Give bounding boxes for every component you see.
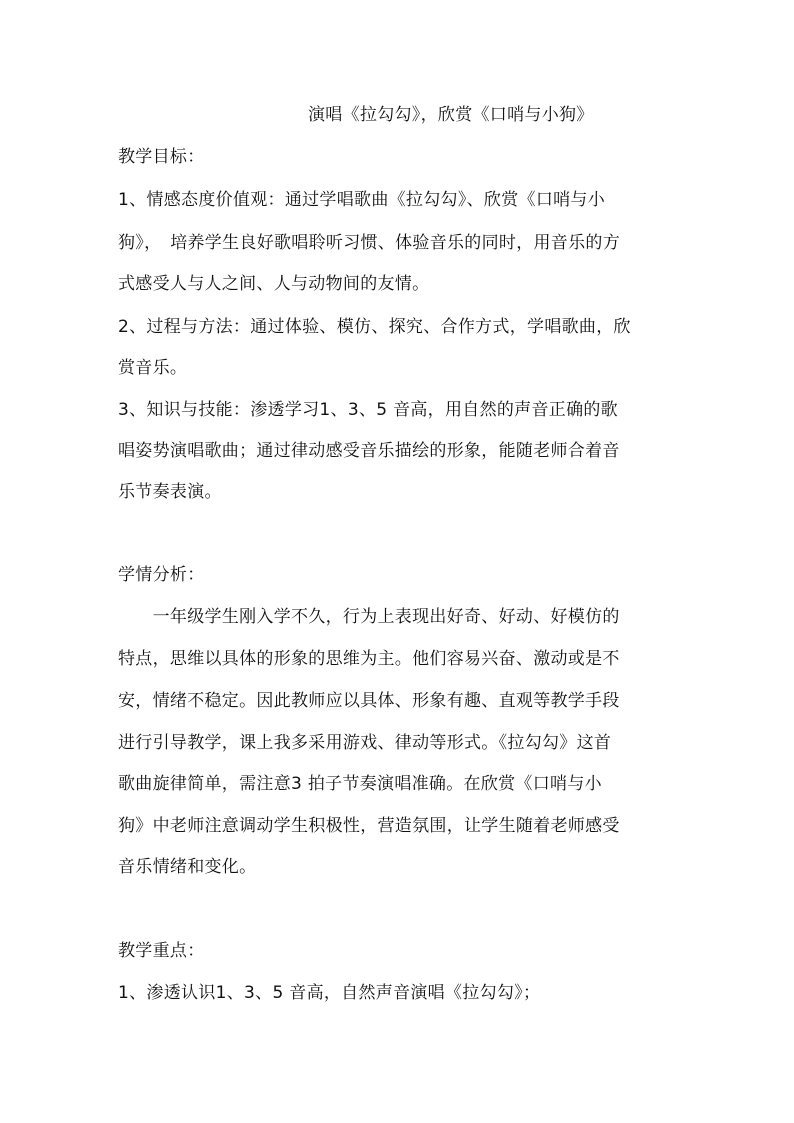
paragraph-line: 安，情绪不稳定。因此教师应以具体、形象有趣、直观等教学手段: [118, 691, 620, 711]
paragraph-line: 唱姿势演唱歌曲；通过律动感受音乐描绘的形象，能随老师合着音: [118, 441, 620, 461]
paragraph-line: 狗》， 培养学生良好歌唱聆听习惯、体验音乐的同时，用音乐的方: [118, 233, 620, 253]
paragraph-line: 歌曲旋律简单，需注意3 拍子节奏演唱准确。在欣赏《口哨与小: [118, 774, 602, 794]
paragraph-line: 一年级学生刚入学不久，行为上表现出好奇、好动、好模仿的: [118, 607, 620, 627]
paragraph-line: 乐节奏表演。: [118, 482, 222, 502]
paragraph-line: 1、情感态度价值观：通过学唱歌曲《拉勾勾》、欣赏《口哨与小: [118, 190, 606, 210]
paragraph-line: 进行引导教学，课上我多采用游戏、律动等形式。《拉勾勾》这首: [118, 733, 612, 753]
paragraph-line: 特点，思维以具体的形象的思维为主。他们容易兴奋、激动或是不: [118, 649, 620, 669]
paragraph-line: 音乐情绪和变化。: [118, 857, 257, 877]
section-heading-analysis: 学情分析：: [118, 565, 205, 585]
section-heading-objectives: 教学目标：: [118, 147, 205, 167]
paragraph-line: 2、过程与方法：通过体验、模仿、探究、合作方式，学唱歌曲，欣: [118, 317, 631, 337]
paragraph-line: 式感受人与人之间、人与动物间的友情。: [118, 274, 430, 294]
paragraph-line: 狗》中老师注意调动学生积极性，营造氛围，让学生随着老师感受: [118, 816, 620, 836]
paragraph-line: 赏音乐。: [118, 358, 188, 378]
section-heading-key-points: 教学重点：: [118, 941, 205, 961]
paragraph-line: 1、渗透认识1、3、5 音高，自然声音演唱《拉勾勾》；: [118, 983, 541, 1003]
document-title: 演唱《拉勾勾》，欣赏《口哨与小狗》: [308, 105, 594, 125]
paragraph-line: 3、知识与技能：渗透学习1、3、5 音高，用自然的声音正确的歌: [118, 400, 618, 420]
